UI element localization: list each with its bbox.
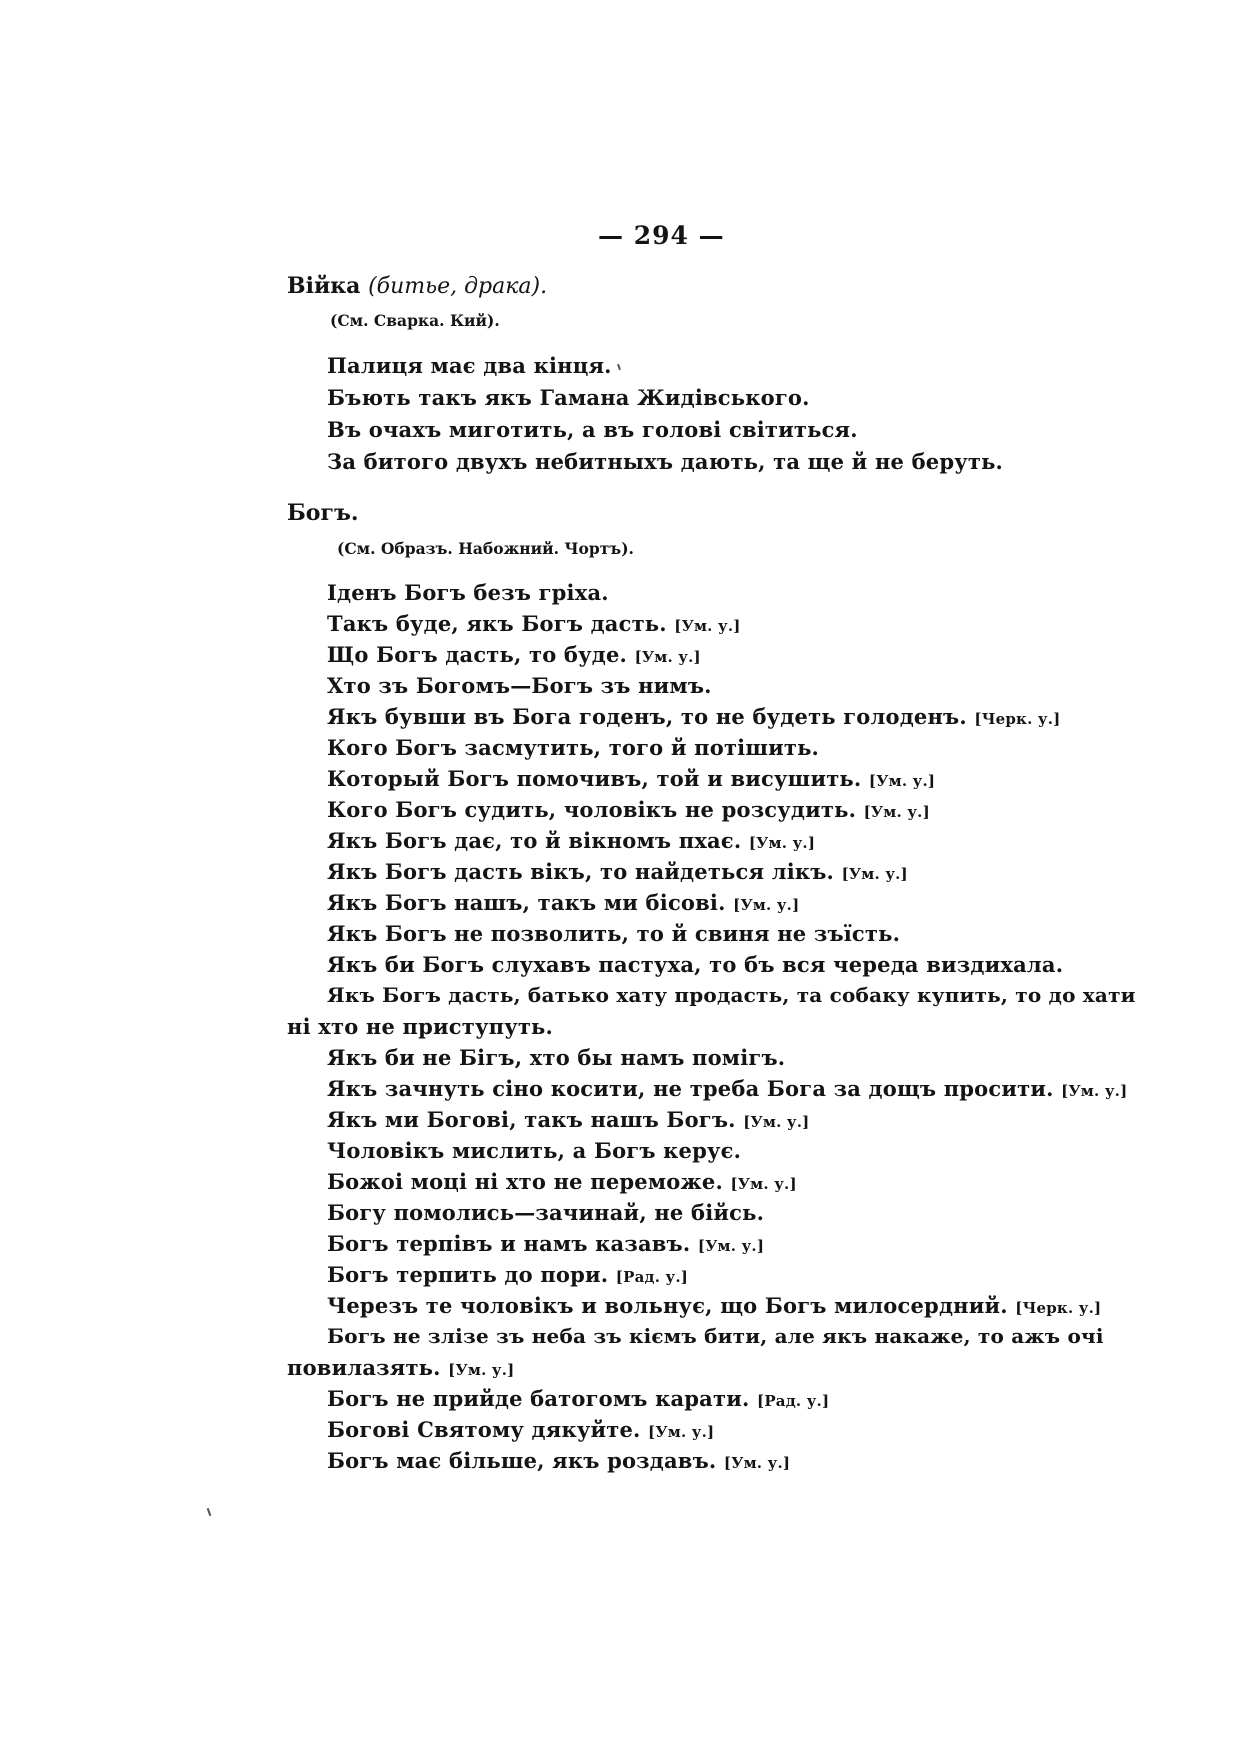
source-tag: [Ум. у.]: [863, 803, 930, 821]
proverb-line: Хто зъ Богомъ—Богъ зъ нимъ.: [327, 673, 712, 698]
proverb-line: Якъ Богъ не позволить, то й свиня не зъїсть.: [327, 921, 901, 946]
proverb-line: Кого Богъ судить, чоловікъ не розсудить. [Ум. у.]: [327, 797, 930, 822]
source-tag: [Ум. у.]: [748, 834, 816, 852]
proverb-line: Іденъ Богъ безъ гріха.: [327, 580, 609, 605]
proverb-line: Якъ бувши въ Бога годенъ, то не будеть голоденъ. [Черк. у.]: [327, 704, 1061, 729]
proverb-line: Кого Богъ засмутить, того й потішить.: [327, 735, 820, 760]
headword: Богъ.: [287, 500, 359, 526]
proverb-line: Якъ ми Богові, такъ нашъ Богъ. [Ум. у.]: [327, 1107, 810, 1132]
source-tag: [Ум. у.]: [448, 1361, 515, 1379]
cross-reference: (См. Образъ. Набожний. Чортъ).: [337, 539, 634, 558]
proverb-line: Якъ Богъ дасть, батько хату продасть, та собаку купить, то до хати: [327, 983, 1136, 1007]
section-heading: [287, 500, 359, 526]
proverb-line: Богу помолись—зачинай, не бійсь.: [327, 1200, 765, 1225]
proverb-line: Который Богъ помочивъ, той и висушить. [Ум. у.]: [327, 766, 936, 791]
proverb-line-continuation: повилазять. [Ум. у.]: [287, 1355, 515, 1380]
proverb-line: Бъють такъ якъ Гамана Жидівського.: [327, 385, 810, 410]
proverb-line: Палиця має два кінця.: [327, 353, 612, 378]
proverb-line: Якъ зачнуть сіно косити, не треба Бога за дощъ просити. [Ум. у.]: [327, 1076, 1128, 1101]
source-tag: [Ум. у.]: [743, 1113, 810, 1131]
proverb-line: Чоловікъ мислить, а Богъ керує.: [327, 1138, 742, 1163]
source-tag: [Ум. у.]: [1061, 1082, 1128, 1100]
proverb-line: Якъ би не Бігъ, хто бы намъ помігъ.: [327, 1045, 786, 1070]
source-tag: [Ум. у.]: [648, 1423, 715, 1441]
proverb-line-continuation: ні хто не приступуть.: [287, 1014, 554, 1039]
proverb-line: Богъ має більше, якъ роздавъ. [Ум. у.]: [327, 1448, 791, 1473]
proverb-line: Якъ би Богъ слухавъ пастуха, то бъ вся череда виздихала.: [327, 952, 1064, 977]
proverb-line: Въ очахъ миготить, а въ голові світиться.: [327, 417, 858, 442]
source-tag: [Рад. у.]: [757, 1392, 830, 1410]
source-tag: [Ум. у.]: [733, 896, 800, 914]
proverb-line: За битого двухъ небитныхъ дають, та ще й не беруть.: [327, 449, 1004, 474]
cross-reference: (См. Сварка. Кий).: [330, 311, 500, 330]
proverb-line: Такъ буде, якъ Богъ дасть. [Ум. у.]: [327, 611, 741, 636]
source-tag: [Ум. у.]: [868, 772, 936, 790]
proverb-line: Що Богъ дасть, то буде. [Ум. у.]: [327, 642, 701, 667]
proverb-line: Богові Святому дякуйте. [Ум. у.]: [327, 1417, 715, 1442]
source-tag: [Ум. у.]: [723, 1454, 791, 1472]
source-tag: [Ум. у.]: [841, 865, 908, 883]
proverb-line: Якъ Богъ дасть вікъ, то найдеться лікъ. [Ум. у.]: [327, 859, 908, 884]
scan-speck: [207, 1508, 212, 1516]
source-tag: [Черк. у.]: [1015, 1299, 1102, 1317]
page-number: — 294 —: [598, 221, 725, 250]
proverb-line: Богъ терпівъ и намъ казавъ. [Ум. у.]: [327, 1231, 765, 1256]
proverb-line: Якъ Богъ нашъ, такъ ми бісові. [Ум. у.]: [327, 890, 800, 915]
source-tag: [Ум. у.]: [697, 1237, 765, 1255]
section-heading: [287, 273, 547, 299]
proverb-line: Богъ терпить до пори. [Рад. у.]: [327, 1262, 689, 1287]
source-tag: [Ум. у.]: [634, 648, 701, 666]
proverb-line: Богъ не прийде батогомъ карати. [Рад. у.]: [327, 1386, 830, 1411]
headword: Війка: [287, 273, 361, 299]
headword-gloss: (битье, драка).: [368, 274, 548, 299]
proverb-line: Божоі моці ні хто не переможе. [Ум. у.]: [327, 1169, 797, 1194]
proverb-line: Черезъ те чоловікъ и вольнує, що Богъ милосердний. [Черк. у.]: [327, 1293, 1102, 1318]
proverb-line: Богъ не злізе зъ неба зъ кіємъ бити, але якъ накаже, то ажъ очі: [327, 1324, 1104, 1348]
source-tag: [Черк. у.]: [974, 710, 1061, 728]
scan-speck: [617, 364, 621, 370]
proverb-line: Якъ Богъ дає, то й вікномъ пхає. [Ум. у.]: [327, 828, 816, 853]
source-tag: [Ум. у.]: [674, 617, 741, 635]
source-tag: [Ум. у.]: [730, 1175, 797, 1193]
source-tag: [Рад. у.]: [615, 1268, 689, 1286]
